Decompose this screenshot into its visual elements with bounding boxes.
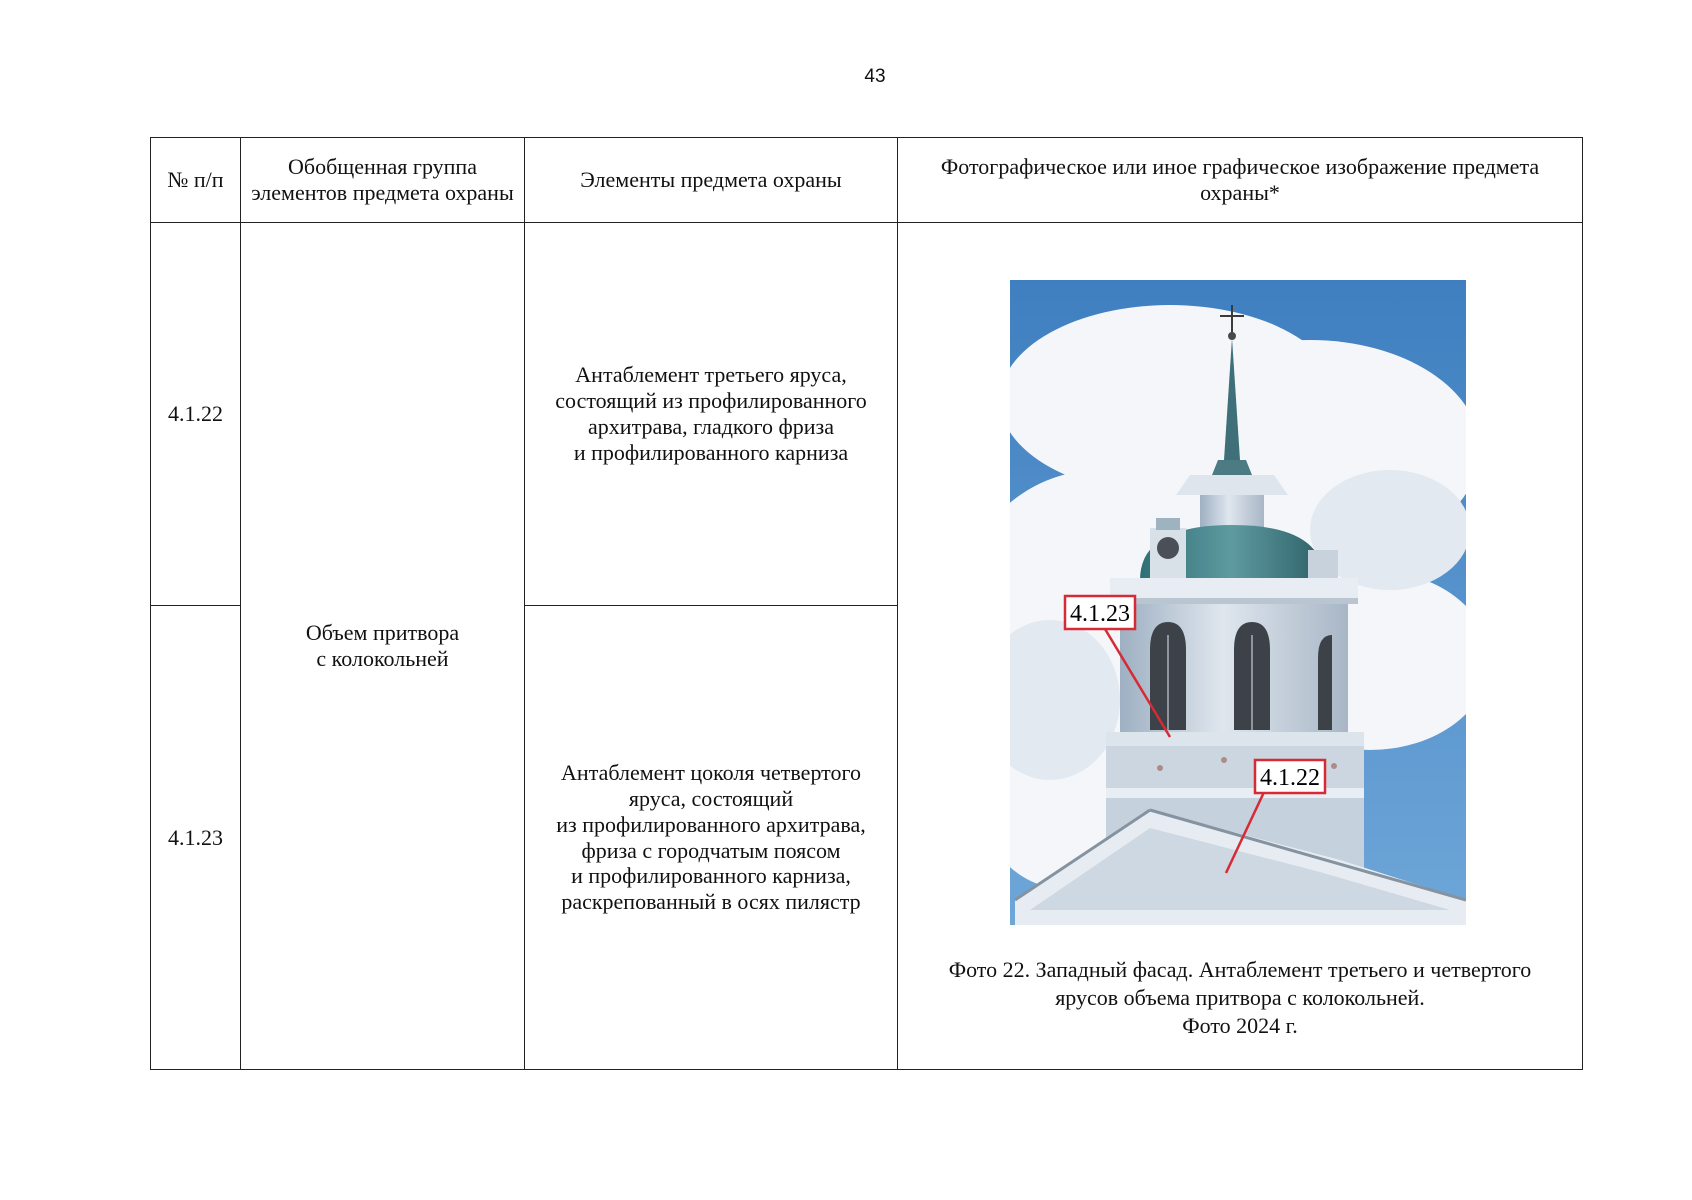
caption-line: Фото 2024 г. [1182,1012,1298,1038]
callout-label: 4.1.23 [1070,601,1130,627]
header-image: Фотографическое или иное графическое изображение предмета охраны* [898,138,1583,223]
header-num: № п/п [151,138,241,223]
elements-line: и профилированного карниза, [571,863,851,889]
elements-line: и профилированного карниза [573,439,849,465]
page-number: 43 [864,66,886,87]
caption-line: ярусов объема притвора с колокольней. [1055,984,1425,1010]
group-name-line: с колокольней [316,646,449,671]
elements-line: раскрепованный в осях пилястр [561,889,861,915]
photo-cell [898,223,1583,1070]
photo-caption [898,956,1582,1040]
elements-line: состоящий из профилированного [555,388,867,414]
elements-line: яруса, состоящий [628,785,794,811]
elements-line: Антаблемент цоколя четвертого [561,759,861,785]
row-num: 4.1.22 [151,223,241,606]
callout-label: 4.1.22 [1260,765,1320,791]
group-name-cell [241,223,525,1070]
header-elements: Элементы предмета охраны [525,138,898,223]
group-name-line: Объем притвора [305,620,460,646]
table-row [151,223,1583,606]
elements-line: из профилированного архитрава, [556,811,866,837]
elements-cell [525,606,898,1070]
header-group: Обобщенная группа элементов предмета охраны [241,138,525,223]
table-header-row [151,138,1583,223]
elements-cell [525,223,898,606]
elements-line: архитрава, гладкого фриза [588,414,834,439]
photo-bell-tower [1010,280,1466,925]
protection-table [150,137,1583,1070]
caption-line: Фото 22. Западный фасад. Антаблемент третьего и четвертого [948,957,1532,982]
row-num: 4.1.23 [151,606,241,1070]
elements-line: фриза с городчатым поясом [581,837,841,863]
elements-line: Антаблемент третьего яруса, [575,362,847,388]
